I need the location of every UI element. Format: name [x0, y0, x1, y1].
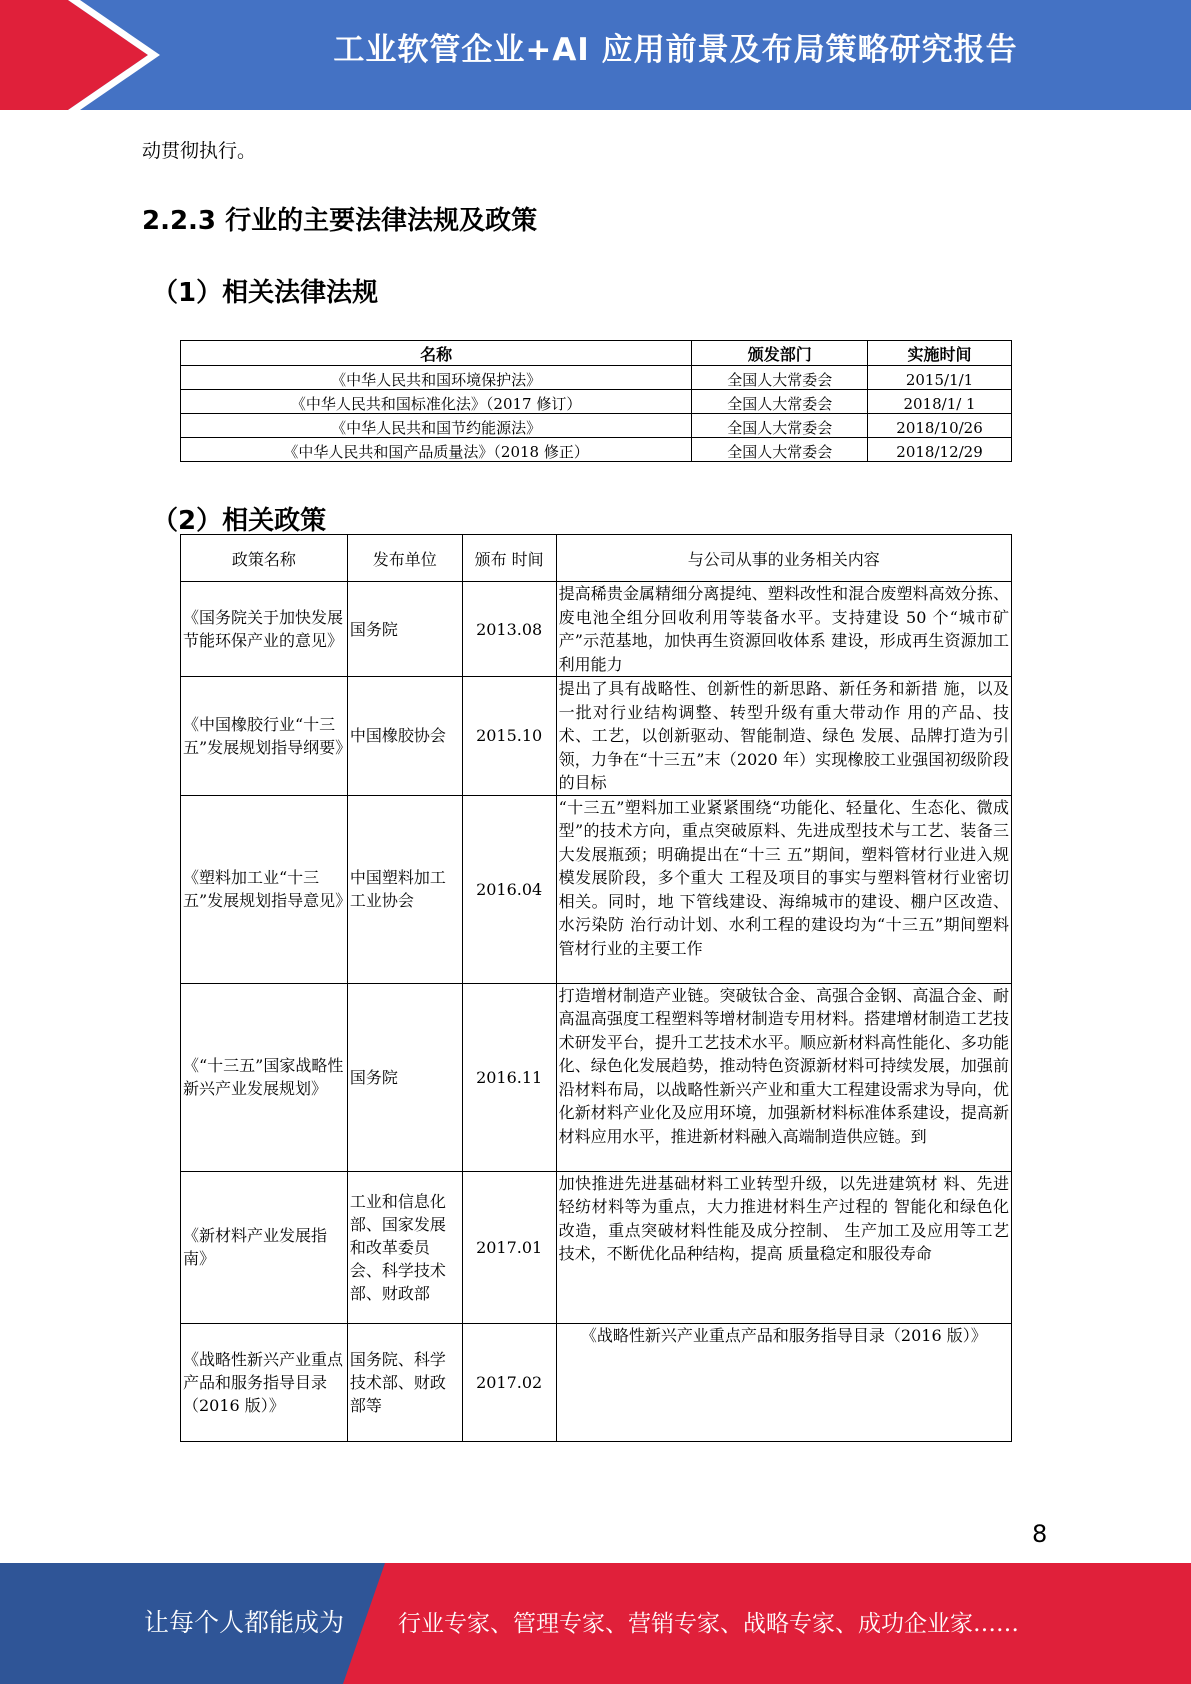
policy-name: 《战略性新兴产业重点产品和服务指导目录（2016 版）》 — [181, 1323, 348, 1441]
policy-date: 2013.08 — [462, 582, 556, 677]
policy-content: 《战略性新兴产业重点产品和服务指导目录（2016 版）》 — [556, 1323, 1011, 1441]
table-row — [181, 390, 1012, 414]
law-dept: 全国人大常委会 — [692, 390, 868, 414]
policy-content: 打造增材制造产业链。突破钛合金、高强合金钢、高温合金、耐高温高强度工程塑料等增材制造专用材料。搭建增材制造工艺技术研发平台，提升工艺技术水平。顺应新材料高性能化、多功能化、绿色化发展趋势，推动特色资源新材料可持续发展，加强前沿材料布局，以战略性新兴产业和重大工程建设需求为导向，优化新材料产业化及应用环境，加强新材料标准体系建设，提高新材料应用水平，推进新材料融入高端制造供应链。到 — [556, 983, 1011, 1171]
table-row — [181, 438, 1012, 462]
law-name: 《中华人民共和国节约能源法》 — [181, 414, 692, 438]
footer-slogan-left: 让每个人都能成为 — [144, 1608, 345, 1637]
policy-issuer: 工业和信息化部、国家发展和改革委员会、科学技术部、财政部 — [347, 1171, 462, 1323]
table-row — [181, 582, 1012, 677]
law-dept: 全国人大常委会 — [692, 438, 868, 462]
policy-name: 《中国橡胶行业“十三五”发展规划指导纲要》 — [181, 677, 348, 796]
policy-content: 加快推进先进基础材料工业转型升级，以先进建筑材 料、先进轻纺材料等为重点，大力推进材料生产过程的 智能化和绿色化改造，重点突破材料性能及成分控制、 生产加工及应用等工艺技术，不断优化品种结构，提高 质量稳定和服役寿命 — [556, 1171, 1011, 1323]
policy-issuer: 国务院 — [347, 582, 462, 677]
policy-content: “十三五”塑料加工业紧紧围绕“功能化、轻量化、生态化、微成型”的技术方向，重点突破原料、先进成型技术与工艺、装备三大发展瓶颈；明确提出在“十三 五”期间，塑料管材行业进入规模发展阶段，多个重大 工程及项目的事实与塑料管材行业密切相关。同时，地 下管线建设、海绵城市的建设、棚户区改造、水污染防 治行动计划、水利工程的建设均为“十三五”期间塑料 管材行业的主要工作 — [556, 795, 1011, 983]
policy-issuer: 中国塑料加工工业协会 — [347, 795, 462, 983]
law-dept: 全国人大常委会 — [692, 366, 868, 390]
law-date: 2018/10/26 — [868, 414, 1012, 438]
policy-content: 提出了具有战略性、创新性的新思路、新任务和新措 施，以及一批对行业结构调整、转型升级有重大带动作 用的产品、技术、工艺，以创新驱动、智能制造、绿色 发展、品牌打造为引领，力争在“十三五”末（2020 年）实现橡胶工业强国初级阶段的目标 — [556, 677, 1011, 796]
subsection-laws-heading: （1）相关法律法规 — [152, 278, 379, 308]
policy-name: 《塑料加工业“十三五”发展规划指导意见》 — [181, 795, 348, 983]
policy-issuer: 国务院、科学技术部、财政部等 — [347, 1323, 462, 1441]
policy-issuer: 中国橡胶协会 — [347, 677, 462, 796]
table-row — [181, 1323, 1012, 1441]
laws-header-date: 实施时间 — [868, 341, 1012, 366]
law-date: 2018/12/29 — [868, 438, 1012, 462]
policy-date: 2017.01 — [462, 1171, 556, 1323]
page-number: 8 — [1032, 1520, 1048, 1548]
law-date: 2018/1/ 1 — [868, 390, 1012, 414]
laws-header-name: 名称 — [181, 341, 692, 366]
policy-header-issuer: 发布单位 — [347, 535, 462, 582]
policy-name: 《新材料产业发展指南》 — [181, 1171, 348, 1323]
law-name: 《中华人民共和国环境保护法》 — [181, 366, 692, 390]
policy-header-content: 与公司从事的业务相关内容 — [556, 535, 1011, 582]
law-name: 《中华人民共和国标准化法》（2017 修订） — [181, 390, 692, 414]
laws-header-dept: 颁发部门 — [692, 341, 868, 366]
policy-issuer: 国务院 — [347, 983, 462, 1171]
laws-table — [180, 340, 1012, 462]
law-dept: 全国人大常委会 — [692, 414, 868, 438]
policy-date: 2017.02 — [462, 1323, 556, 1441]
subsection-policy-heading: （2）相关政策 — [152, 506, 327, 536]
policy-table — [180, 534, 1012, 1442]
table-row — [181, 677, 1012, 796]
policy-table-header — [181, 535, 1012, 582]
page-header — [0, 0, 1191, 110]
policy-name: 《国务院关于加快发展节能环保产业的意见》 — [181, 582, 348, 677]
table-row — [181, 795, 1012, 983]
table-row — [181, 366, 1012, 390]
section-heading: 2.2.3 行业的主要法律法规及政策 — [142, 206, 538, 236]
policy-date: 2016.11 — [462, 983, 556, 1171]
policy-date: 2016.04 — [462, 795, 556, 983]
page-footer — [0, 1563, 1191, 1684]
law-name: 《中华人民共和国产品质量法》（2018 修正） — [181, 438, 692, 462]
policy-date: 2015.10 — [462, 677, 556, 796]
footer-slogan-right: 行业专家、管理专家、营销专家、战略专家、成功企业家…… — [398, 1611, 1019, 1637]
header-title: 工业软管企业+AI 应用前景及布局策略研究报告 — [333, 32, 1018, 68]
table-row — [181, 1171, 1012, 1323]
policy-content: 提高稀贵金属精细分离提纯、塑料改性和混合废塑料高效分拣、废电池全组分回收利用等装备水平。支持建设 50 个“城市矿产”示范基地，加快再生资源回收体系 建设，形成再生资源加工利用能力 — [556, 582, 1011, 677]
laws-table-header — [181, 341, 1012, 366]
policy-header-date: 颁布 时间 — [462, 535, 556, 582]
table-row — [181, 414, 1012, 438]
policy-name: 《“十三五”国家战略性新兴产业发展规划》 — [181, 983, 348, 1171]
table-row — [181, 983, 1012, 1171]
continuation-text: 动贯彻执行。 — [142, 140, 257, 162]
policy-header-name: 政策名称 — [181, 535, 348, 582]
law-date: 2015/1/1 — [868, 366, 1012, 390]
